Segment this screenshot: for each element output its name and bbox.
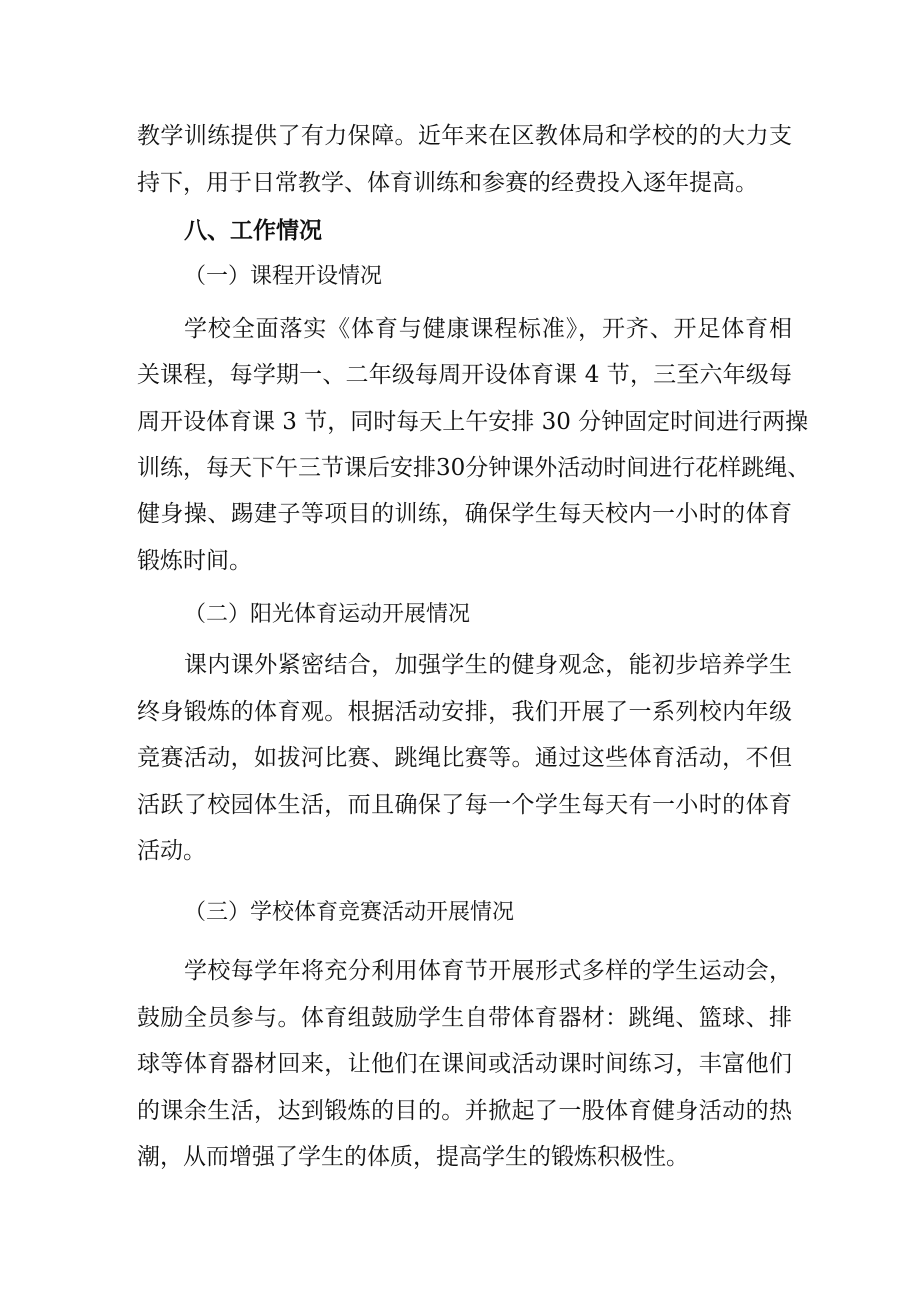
paragraph-line: 关课程，每学期一、二年级每周开设体育课 4 节，三至六年级每: [137, 362, 792, 388]
paragraph-line: 的课余生活，达到锻炼的目的。并掀起了一股体育健身活动的热: [137, 1098, 792, 1124]
paragraph-line: 活动。: [137, 838, 206, 864]
paragraph-line: 教学训练提供了有力保障。近年来在区教体局和学校的的大力支: [137, 123, 792, 149]
subsection-heading: （二）阳光体育运动开展情况: [184, 602, 471, 627]
paragraph-line: 鼓励全员参与。体育组鼓励学生自带体育器材：跳绳、篮球、排: [137, 1005, 792, 1031]
paragraph-line: 持下，用于日常教学、体育训练和参赛的经费投入逐年提高。: [137, 170, 758, 196]
paragraph-line: 竞赛活动，如拔河比赛、跳绳比赛等。通过这些体育活动，不但: [137, 745, 792, 771]
section-heading: 八、工作情况: [184, 218, 322, 244]
paragraph-line: 终身锻炼的体育观。根据活动安排，我们开展了一系列校内年级: [137, 699, 792, 725]
subsection-heading: （三）学校体育竞赛活动开展情况: [184, 900, 515, 925]
subsection-heading: （一）课程开设情况: [184, 264, 383, 289]
paragraph-line: 潮，从而增强了学生的体质，提高学生的锻炼积极性。: [137, 1144, 689, 1170]
paragraph-line: 课内课外紧密结合，加强学生的健身观念，能初步培养学生: [184, 652, 792, 678]
paragraph-line: 周开设体育课 3 节，同时每天上午安排 30 分钟固定时间进行两操: [137, 409, 809, 435]
paragraph-line: 活跃了校园体生活，而且确保了每一个学生每天有一小时的体育: [137, 792, 792, 818]
paragraph-line: 球等体育器材回来，让他们在课间或活动课时间练习，丰富他们: [137, 1051, 792, 1077]
paragraph-line: 训练，每天下午三节课后安排30分钟课外活动时间进行花样跳绳、: [137, 455, 811, 481]
paragraph-line: 学校每学年将充分利用体育节开展形式多样的学生运动会，: [184, 958, 792, 984]
paragraph-line: 健身操、踢建子等项目的训练，确保学生每天校内一小时的体育: [137, 501, 792, 527]
paragraph-line: 学校全面落实《体育与健康课程标准》，开齐、开足体育相: [184, 316, 792, 342]
paragraph-line: 锻炼时间。: [137, 548, 252, 574]
